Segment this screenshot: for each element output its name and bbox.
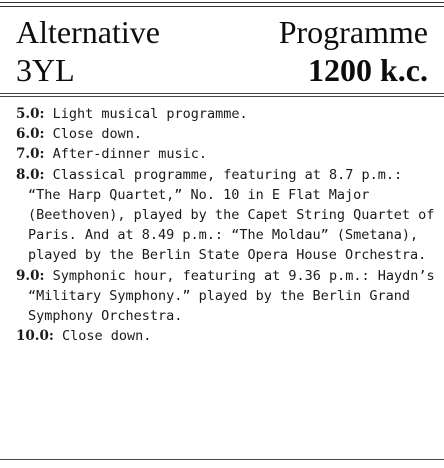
list-item [16, 104, 436, 124]
entry-text: Classical programme, featuring at 8.7 p.m.: “The Harp Quartet,” No. 10 in E Flat Major (Beethoven), played by the Capet String Quartet of Paris. And at 8.49 p.m.: “The Moldau” (Smetana), played by the Berlin State Opera House Orchestra. [28, 166, 435, 264]
title-left: Alternative [16, 14, 160, 50]
entry-text: Symphonic hour, featuring at 9.36 p.m.: Haydn’s “Military Symphony.” played by the Berlin Grand Symphony Orchestra. [28, 267, 435, 325]
header-rule [0, 93, 444, 97]
list-item [16, 266, 436, 327]
station-frequency: 1200 k.c. [308, 52, 428, 88]
list-item [16, 144, 436, 164]
list-item [16, 124, 436, 144]
entry-time: 6.0: [16, 126, 45, 143]
entry-text: Close down. [52, 126, 143, 143]
header-row-station [16, 52, 428, 88]
list-item [16, 165, 436, 266]
entry-time: 7.0: [16, 146, 45, 163]
header-row-title [16, 14, 428, 50]
programme-listing [16, 104, 436, 346]
entry-text: After-dinner music. [52, 146, 208, 163]
programme-header [0, 6, 444, 98]
entry-time: 9.0: [16, 267, 45, 284]
entry-text: Close down. [62, 328, 152, 345]
entry-text: Light musical programme. [52, 106, 248, 122]
entry-time: 5.0: [16, 106, 45, 122]
entry-time: 8.0: [16, 166, 45, 183]
list-item [16, 326, 436, 346]
entry-time: 10.0: [16, 328, 54, 345]
bottom-rule [0, 459, 444, 460]
title-right: Programme [278, 14, 428, 50]
station-callsign: 3YL [16, 52, 75, 88]
